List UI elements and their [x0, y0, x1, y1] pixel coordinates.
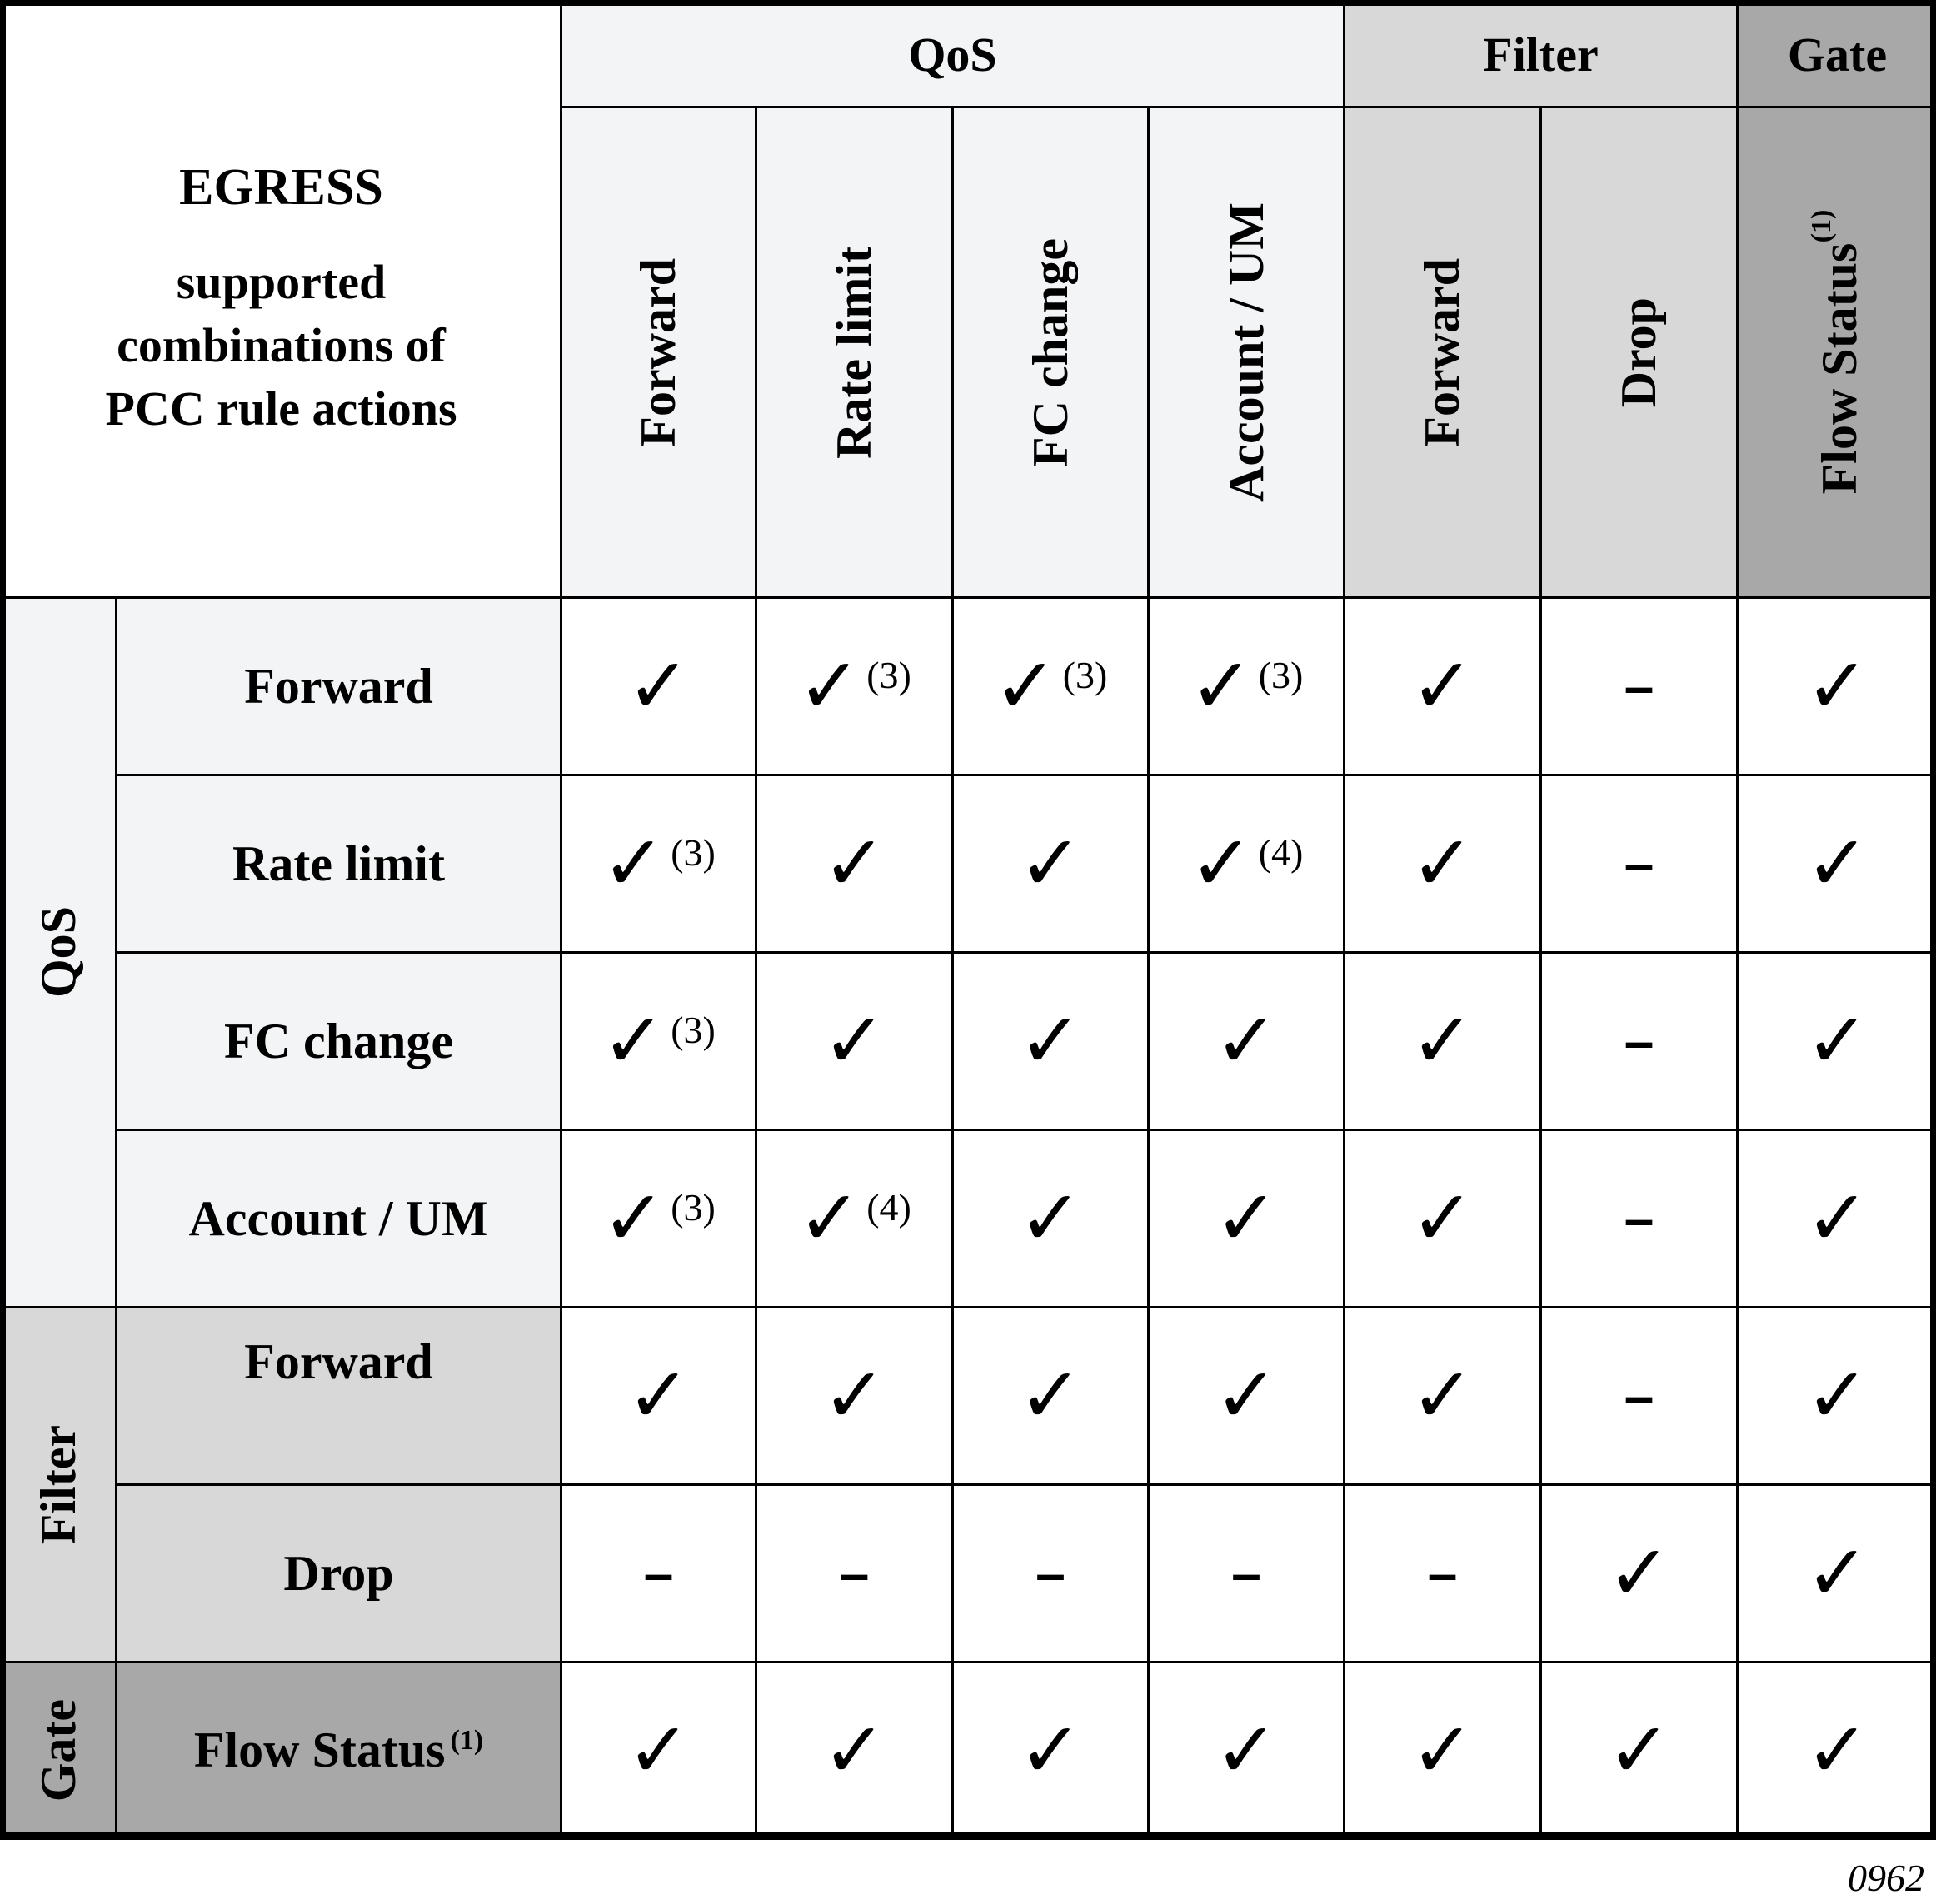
column-header-5: [1343, 106, 1542, 599]
check-icon: ✓: [1018, 1705, 1083, 1795]
cell-r1-c2: [755, 596, 954, 776]
check-icon: ✓: [821, 1705, 887, 1795]
cell-r3-c5: [1343, 951, 1542, 1131]
row-header-label: Rate limit: [232, 835, 445, 891]
column-header-label: Account / UM: [1218, 202, 1274, 502]
check-icon: ✓: [1804, 996, 1870, 1085]
column-group-label: Gate: [1787, 27, 1888, 82]
check-icon: ✓: [797, 1174, 862, 1263]
cell-r2-c1: [560, 774, 757, 954]
row-header-6: [115, 1483, 562, 1663]
column-group-label: QoS: [908, 27, 997, 82]
cell-r5-c3: [951, 1306, 1150, 1486]
cell-r2-c7: [1736, 774, 1936, 954]
row-header-label: Flow Status: [193, 1722, 446, 1777]
row-header-label-wrap: [283, 1545, 393, 1602]
check-icon: ✓: [626, 1705, 691, 1795]
check-icon: ✓: [1410, 1705, 1475, 1795]
footnote-note: (3): [866, 653, 911, 696]
check-icon: ✓: [1410, 641, 1475, 730]
cell-r3-c4: [1147, 951, 1345, 1131]
check-icon: ✓: [1804, 1528, 1870, 1617]
cell-r1-c3: [951, 596, 1150, 776]
check-icon: ✓: [1804, 641, 1870, 730]
cell-r6-c3: [951, 1483, 1150, 1663]
row-header-label-wrap: [189, 1190, 489, 1248]
cell-r7-c7: [1736, 1661, 1936, 1840]
dash-icon: –: [1624, 1189, 1654, 1249]
cell-r6-c5: [1343, 1483, 1542, 1663]
row-group-header-qos: [0, 596, 117, 1308]
check-icon: ✓: [1214, 1705, 1279, 1795]
cell-r1-c6: [1539, 596, 1739, 776]
row-header-5: [115, 1306, 562, 1486]
dash-icon: –: [839, 1543, 870, 1603]
cell-r4-c5: [1343, 1129, 1542, 1308]
cell-r3-c3: [951, 951, 1150, 1131]
cell-r7-c2: [755, 1661, 954, 1840]
row-header-3: [115, 951, 562, 1131]
footnote-ref: (1): [1806, 210, 1837, 243]
cell-r5-c5: [1343, 1306, 1542, 1486]
cell-r1-c4: [1147, 596, 1345, 776]
check-icon: ✓: [601, 819, 666, 908]
check-icon: ✓: [1214, 1174, 1279, 1263]
column-header-label-wrap: [1022, 238, 1080, 467]
column-header-label-wrap: [1806, 210, 1869, 494]
check-icon: ✓: [1189, 819, 1254, 908]
check-icon: ✓: [626, 1351, 691, 1440]
column-group-label: Filter: [1483, 27, 1599, 82]
cell-r4-c2: [755, 1129, 954, 1308]
cell-r1-c1: [560, 596, 757, 776]
cell-r6-c2: [755, 1483, 954, 1663]
row-group-header-gate: [0, 1661, 117, 1840]
footnote-note: (3): [671, 1008, 716, 1051]
row-group-label-wrap: [30, 1699, 87, 1802]
column-header-2: [755, 106, 954, 599]
cell-r6-c1: [560, 1483, 757, 1663]
row-group-label-wrap: [30, 906, 87, 998]
corner-title: EGRESS: [179, 159, 383, 216]
check-icon: ✓: [1018, 1351, 1083, 1440]
cell-r5-c2: [755, 1306, 954, 1486]
dash-icon: –: [1427, 1543, 1458, 1603]
row-group-label: Gate: [31, 1698, 86, 1802]
column-header-1: [560, 106, 757, 599]
row-header-4: [115, 1129, 562, 1308]
check-icon: ✓: [1804, 819, 1870, 908]
check-icon: ✓: [626, 641, 691, 730]
figure-id: 0962: [1848, 1857, 1924, 1899]
cell-r3-c7: [1736, 951, 1936, 1131]
column-header-4: [1147, 106, 1345, 599]
row-header-1: [115, 596, 562, 776]
cell-r2-c6: [1539, 774, 1739, 954]
column-header-label-wrap: [630, 258, 687, 447]
cell-r4-c3: [951, 1129, 1150, 1308]
row-header-label: Forward: [244, 658, 433, 714]
column-group-header-qos: [560, 0, 1345, 108]
cell-r1-c7: [1736, 596, 1936, 776]
row-header-7: [115, 1661, 562, 1840]
check-icon: ✓: [1214, 1351, 1279, 1440]
footnote-ref: (1): [450, 1725, 484, 1756]
column-header-label: Forward: [1415, 257, 1469, 447]
cell-r3-c1: [560, 951, 757, 1131]
footnote-note: (3): [1258, 653, 1304, 696]
footnote-note: (3): [1062, 653, 1108, 696]
check-icon: ✓: [1804, 1174, 1870, 1263]
corner-subtitle: supported combinations of PCC rule actions: [105, 255, 457, 436]
footnote-note: (3): [671, 1185, 716, 1229]
footnote-note: (4): [866, 1185, 911, 1229]
check-icon: ✓: [1018, 996, 1083, 1085]
cell-r7-c5: [1343, 1661, 1542, 1840]
check-icon: ✓: [601, 996, 666, 1085]
cell-r5-c6: [1539, 1306, 1739, 1486]
cell-r5-c4: [1147, 1306, 1345, 1486]
column-header-label: Flow Status: [1812, 242, 1867, 495]
check-icon: ✓: [1804, 1705, 1870, 1795]
footnote-note: (4): [1258, 830, 1304, 874]
cell-r6-c7: [1736, 1483, 1936, 1663]
column-header-7: [1736, 106, 1936, 599]
cell-r2-c3: [951, 774, 1150, 954]
dash-icon: –: [1624, 1011, 1654, 1071]
check-icon: ✓: [1189, 641, 1254, 730]
cell-r7-c4: [1147, 1661, 1345, 1840]
cell-r6-c4: [1147, 1483, 1345, 1663]
column-header-6: [1539, 106, 1739, 599]
row-header-2: [115, 774, 562, 954]
cell-r2-c2: [755, 774, 954, 954]
corner-header: [0, 0, 562, 599]
column-group-header-filter: [1343, 0, 1739, 108]
cell-r5-c7: [1736, 1306, 1936, 1486]
footnote-note: (3): [671, 830, 716, 874]
check-icon: ✓: [1214, 996, 1279, 1085]
row-group-label: QoS: [31, 906, 86, 999]
row-group-header-filter: [0, 1306, 117, 1663]
check-icon: ✓: [1410, 1351, 1475, 1440]
row-header-label-wrap: [232, 835, 445, 893]
check-icon: ✓: [1018, 1174, 1083, 1263]
check-icon: ✓: [1410, 996, 1475, 1085]
cell-r2-c5: [1343, 774, 1542, 954]
cell-r7-c6: [1539, 1661, 1739, 1840]
row-header-label: FC change: [224, 1013, 453, 1069]
check-icon: ✓: [1410, 819, 1475, 908]
row-header-label: Forward: [244, 1334, 433, 1389]
check-icon: ✓: [993, 641, 1058, 730]
row-header-label-wrap: [244, 658, 433, 715]
cell-r5-c1: [560, 1306, 757, 1486]
cell-r2-c4: [1147, 774, 1345, 954]
cell-r7-c1: [560, 1661, 757, 1840]
check-icon: ✓: [1804, 1351, 1870, 1440]
column-header-3: [951, 106, 1150, 599]
column-header-label: Drop: [1611, 297, 1666, 408]
check-icon: ✓: [1606, 1528, 1672, 1617]
row-group-label: Filter: [31, 1424, 86, 1545]
row-header-label-wrap: [224, 1013, 453, 1070]
cell-r6-c6: [1539, 1483, 1739, 1663]
check-icon: ✓: [821, 996, 887, 1085]
cell-r3-c2: [755, 951, 954, 1131]
row-header-label-wrap: [194, 1722, 483, 1779]
dash-icon: –: [1231, 1543, 1261, 1603]
check-icon: ✓: [1606, 1705, 1672, 1795]
cell-r7-c3: [951, 1661, 1150, 1840]
dash-icon: –: [1624, 834, 1654, 894]
column-header-label: FC change: [1022, 237, 1078, 467]
column-header-label-wrap: [826, 247, 883, 459]
cell-r4-c1: [560, 1129, 757, 1308]
cell-r4-c4: [1147, 1129, 1345, 1308]
column-header-label-wrap: [1610, 297, 1668, 407]
column-header-label-wrap: [1414, 258, 1471, 447]
check-icon: ✓: [601, 1174, 666, 1263]
dash-icon: –: [1035, 1543, 1065, 1603]
cell-r1-c5: [1343, 596, 1542, 776]
row-header-label: Drop: [283, 1545, 394, 1601]
column-header-label: Forward: [631, 257, 686, 447]
check-icon: ✓: [1410, 1174, 1475, 1263]
row-header-label-wrap: [244, 1333, 433, 1391]
cell-r4-c6: [1539, 1129, 1739, 1308]
column-group-header-gate: [1736, 0, 1936, 108]
row-header-label: Account / UM: [188, 1190, 489, 1246]
column-header-label: Rate limit: [826, 246, 881, 459]
check-icon: ✓: [821, 1351, 887, 1440]
dash-icon: –: [1624, 1366, 1654, 1426]
check-icon: ✓: [797, 641, 862, 730]
cell-r3-c6: [1539, 951, 1739, 1131]
check-icon: ✓: [821, 819, 887, 908]
cell-r4-c7: [1736, 1129, 1936, 1308]
check-icon: ✓: [1018, 819, 1083, 908]
dash-icon: –: [643, 1543, 674, 1603]
column-header-label-wrap: [1218, 202, 1275, 502]
dash-icon: –: [1624, 656, 1654, 716]
row-group-label-wrap: [30, 1425, 87, 1544]
